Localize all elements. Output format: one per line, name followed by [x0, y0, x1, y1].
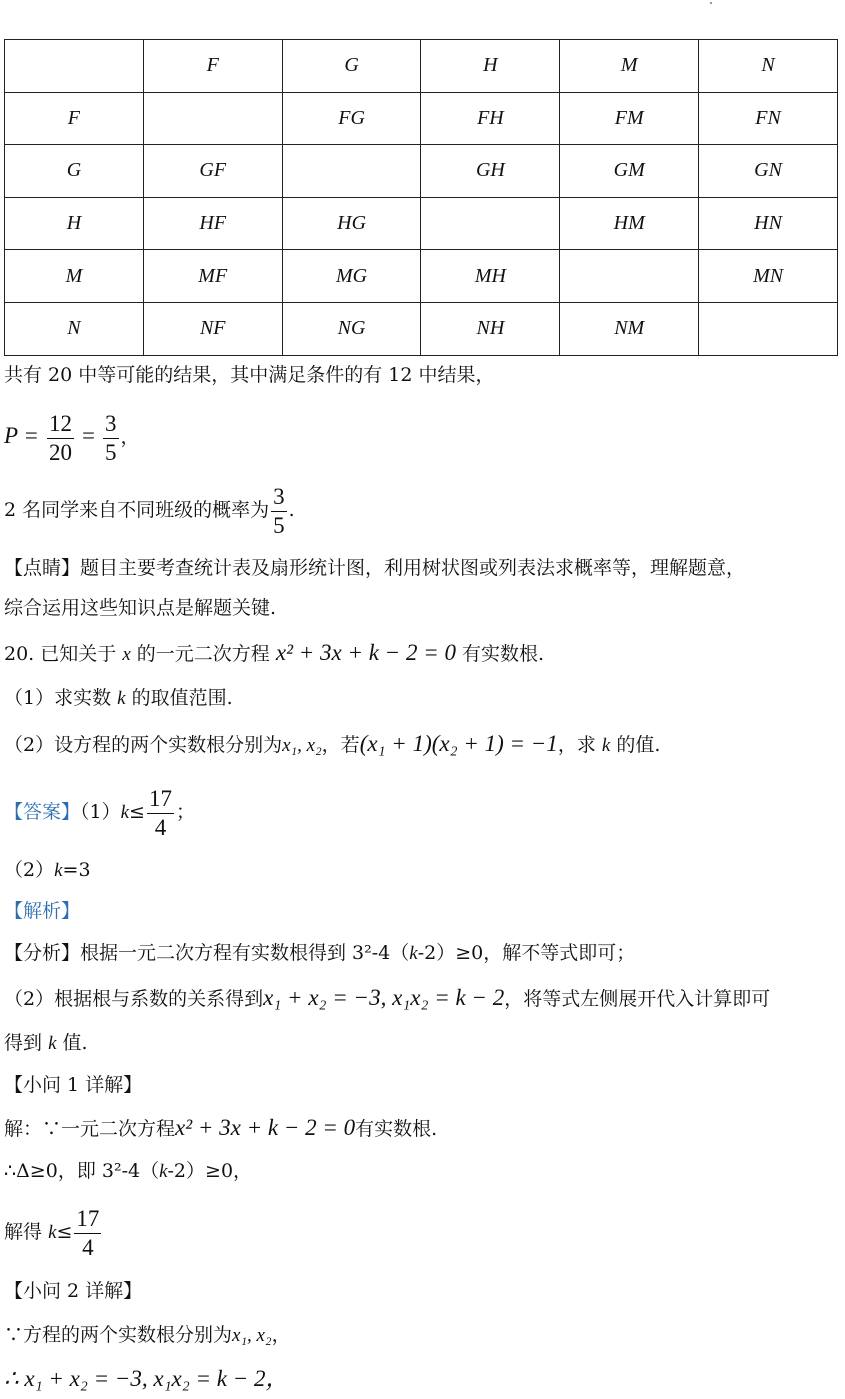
table-cell: FG: [282, 92, 421, 145]
table-row: [5, 145, 838, 198]
question-20-part-1: （1）求实数 k 的取值范围.: [4, 687, 233, 709]
table-row: [5, 92, 838, 145]
table-cell: FH: [421, 92, 560, 145]
fraction-12-20: $\frac{12}{20}$: [48, 410, 72, 465]
fraction-17-4-answer: $\frac{17}{4}$: [148, 785, 172, 840]
probability-formula: P = $\frac{12}{20}$ = $\frac{3}{5}$ ，: [4, 410, 140, 465]
table-cell: F: [143, 40, 282, 93]
table-cell: MH: [421, 250, 560, 303]
table-row: [5, 250, 838, 303]
table-cell: HF: [143, 197, 282, 250]
fraction-3-5: $\frac{3}{5}$: [105, 410, 117, 465]
table-cell: MG: [282, 250, 421, 303]
analysis-part-2: （2）根据根与系数的关系得到x₁ + x₂ = −3, x₁x₂ = k − 2，将等式左侧展开代入计算即可: [4, 985, 771, 1010]
question-20-part-2: （2）设方程的两个实数根分别为x₁, x₂，若(x₁ + 1)(x₂ + 1) = −1，求 k 的值.: [4, 731, 661, 756]
delta-condition: ∴Δ≥0，即 3²-4（k-2）≥0，: [4, 1160, 253, 1182]
table-cell: GF: [143, 145, 282, 198]
sub-question-2-heading: 【小问 2 详解】: [4, 1280, 143, 1302]
since-roots-line: ∵方程的两个实数根分别为x₁, x₂，: [4, 1324, 291, 1346]
table-cell: HM: [560, 197, 699, 250]
table-cell: M: [560, 40, 699, 93]
table-row: [5, 197, 838, 250]
table-cell: [143, 92, 282, 145]
total-outcomes-text: 共有 20 中等可能的结果，其中满足条件的有 12 中结果，: [4, 364, 495, 386]
table-cell: NM: [560, 302, 699, 355]
table-cell: N: [5, 302, 144, 355]
table-cell: F: [5, 92, 144, 145]
table-cell: MF: [143, 250, 282, 303]
table-cell: G: [282, 40, 421, 93]
table-cell: [5, 40, 144, 93]
fraction-17-4-result: $\frac{17}{4}$: [76, 1205, 100, 1260]
outcome-table-body: [5, 40, 838, 356]
therefore-line: ∴ x₁ + x₂ = −3, x₁x₂ = k − 2，: [4, 1366, 289, 1391]
table-cell: [560, 250, 699, 303]
table-cell: GN: [699, 145, 838, 198]
table-cell: H: [5, 197, 144, 250]
table-cell: NG: [282, 302, 421, 355]
table-cell: NF: [143, 302, 282, 355]
dianjing-comment: 【点睛】题目主要考查统计表及扇形统计图，利用树状图或列表法求概率等，理解题意，: [4, 557, 746, 579]
outcome-table: [4, 39, 838, 356]
analysis-part-2-cont: 得到 k 值.: [4, 1032, 88, 1054]
table-cell: [421, 197, 560, 250]
scan-speck: [710, 2, 712, 4]
solution-line-1: 解：∵一元二次方程x² + 3x + k − 2 = 0有实数根.: [4, 1115, 438, 1140]
table-cell: MN: [699, 250, 838, 303]
dianjing-comment-cont: 综合运用这些知识点是解题关键.: [4, 597, 277, 619]
probability-conclusion: 2 名同学来自不同班级的概率为 $\frac{3}{5}$ .: [4, 483, 295, 538]
table-cell: [699, 302, 838, 355]
table-cell: G: [5, 145, 144, 198]
table-cell: N: [699, 40, 838, 93]
question-20: 20. 已知关于 x 的一元二次方程 x² + 3x + k − 2 = 0 有实数根.: [4, 640, 545, 665]
analysis-text: 【分析】根据一元二次方程有实数根得到 3²-4（k-2）≥0，解不等式即可；: [4, 942, 636, 964]
answer-label: 【答案】: [4, 801, 81, 823]
table-cell: M: [5, 250, 144, 303]
answer-part-2: （2）k=3: [4, 859, 91, 881]
table-row: [5, 302, 838, 355]
table-cell: HG: [282, 197, 421, 250]
sub-question-1-heading: 【小问 1 详解】: [4, 1074, 143, 1096]
table-cell: FN: [699, 92, 838, 145]
table-cell: NH: [421, 302, 560, 355]
jiexi-label: 【解析】: [4, 900, 81, 922]
table-cell: HN: [699, 197, 838, 250]
table-cell: FM: [560, 92, 699, 145]
table-cell: [282, 145, 421, 198]
table-cell: H: [421, 40, 560, 93]
solution-result: 解得 k≤ $\frac{17}{4}$: [4, 1205, 100, 1260]
table-cell: GM: [560, 145, 699, 198]
table-row: [5, 40, 838, 93]
fraction-conclusion: $\frac{3}{5}$: [273, 483, 285, 538]
answer-part-1: 【答案】（1）k≤ $\frac{17}{4}$ ；: [4, 785, 195, 840]
table-cell: GH: [421, 145, 560, 198]
